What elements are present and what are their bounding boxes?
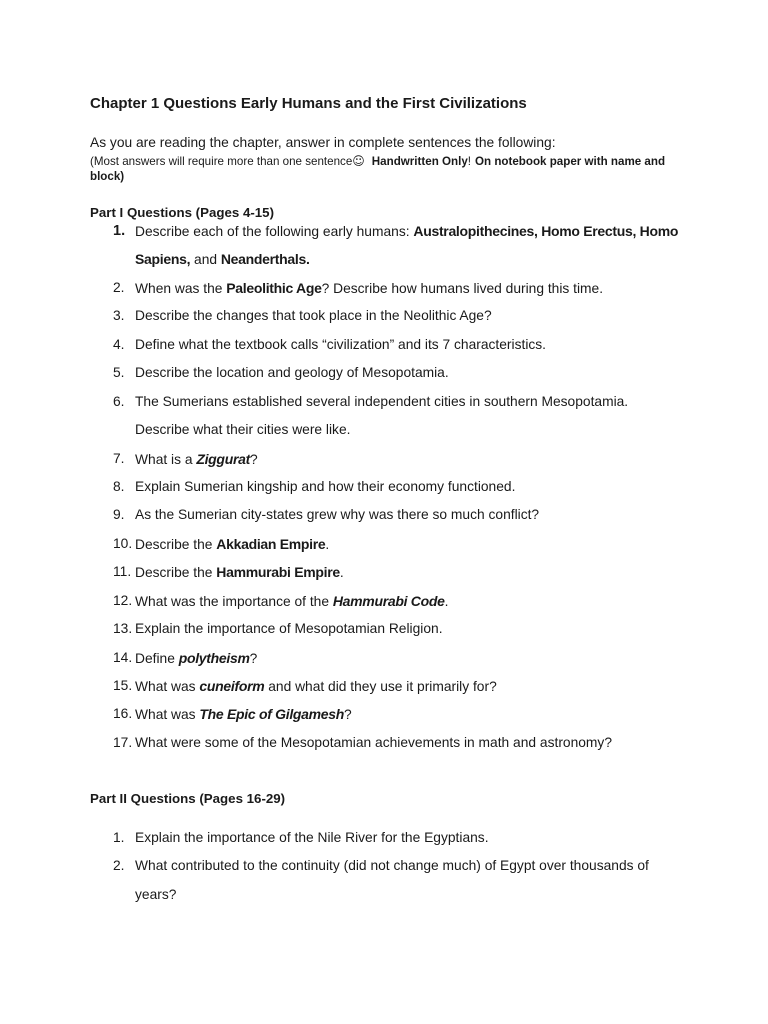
part2-question-list — [0, 824, 768, 909]
question-line — [135, 217, 768, 245]
question-number: 7. — [113, 450, 125, 466]
instructions-text: As you are reading the chapter, answer in complete sentences the following: — [90, 135, 556, 150]
question-line — [135, 388, 768, 416]
note-emphasis: On notebook paper with name and — [475, 155, 666, 168]
question-text: Define — [135, 650, 179, 666]
question-item — [0, 644, 768, 672]
question-text: . — [325, 536, 330, 552]
smiley-icon: ☺ — [352, 154, 365, 168]
question-item — [0, 852, 768, 909]
question-text: ? — [249, 451, 258, 467]
question-number: 4. — [113, 336, 125, 352]
question-text: Describe the — [135, 565, 217, 581]
question-line — [135, 274, 768, 302]
question-line — [135, 445, 768, 473]
question-text: Describe each of the following early humans: — [135, 224, 414, 239]
question-line — [135, 672, 768, 700]
question-number: 12. — [113, 592, 133, 608]
question-line — [135, 700, 768, 728]
question-item — [0, 302, 768, 330]
question-line — [135, 587, 768, 615]
question-number: 10. — [113, 535, 133, 551]
question-item — [0, 672, 768, 700]
question-item — [0, 615, 768, 643]
question-item — [0, 445, 768, 473]
question-text: years? — [135, 886, 177, 902]
question-item — [0, 530, 768, 558]
question-text: . — [339, 565, 344, 581]
question-text: and what did they use it primarily for? — [264, 679, 497, 694]
question-number: 15. — [113, 678, 133, 693]
question-text: Describe the changes that took place in the Neolithic Age? — [135, 308, 492, 324]
question-item — [0, 729, 768, 757]
question-line — [135, 473, 768, 501]
question-text: What were some of the Mesopotamian achievements in math and astronomy? — [135, 734, 612, 750]
key-term: Paleolithic Age — [226, 279, 322, 296]
question-item — [0, 274, 768, 302]
question-text: Describe what their cities were like. — [135, 422, 351, 438]
question-number: 2. — [113, 858, 125, 874]
question-line — [135, 644, 768, 672]
question-item — [0, 824, 768, 852]
question-text: Describe the location and geology of Mesopotamia. — [135, 365, 449, 381]
question-number: 13. — [113, 621, 133, 637]
part1-heading: Part I Questions (Pages 4-15) — [90, 205, 275, 220]
question-text: What was — [135, 679, 200, 694]
question-text: What is a — [135, 451, 197, 467]
question-line — [135, 501, 768, 529]
key-term: The Epic of Gilgamesh — [199, 706, 345, 723]
question-line — [135, 302, 768, 330]
question-number: 1. — [113, 223, 126, 239]
question-number: 3. — [113, 308, 125, 324]
question-number: 6. — [113, 393, 125, 409]
question-line — [135, 824, 768, 852]
question-item — [0, 217, 768, 274]
key-term: Sapiens, — [135, 251, 191, 268]
question-text: ? — [344, 707, 352, 723]
question-text: The Sumerians established several independent cities in southern Mesopotamia. — [135, 393, 629, 409]
key-term: Australopithecines, Homo Erectus, Homo — [413, 223, 679, 239]
key-term: Ziggurat — [196, 450, 250, 467]
question-item — [0, 473, 768, 501]
question-text: ? Describe how humans lived during this time. — [321, 280, 604, 296]
key-term: Akkadian Empire — [216, 535, 326, 552]
question-item — [0, 587, 768, 615]
question-line — [135, 245, 768, 273]
key-term: Hammurabi Code — [332, 592, 445, 609]
question-item — [0, 558, 768, 586]
question-text: What contributed to the continuity (did not change much) of Egypt over thousands of — [135, 858, 649, 874]
question-text: Define what the textbook calls “civilization” and its 7 characteristics. — [135, 336, 547, 352]
instructions-note — [90, 153, 665, 185]
question-number: 9. — [113, 507, 125, 523]
note-text: (Most answers will require more than one sentence — [90, 155, 353, 168]
question-number: 14. — [113, 649, 133, 665]
question-number: 1. — [113, 830, 125, 845]
document-title: Chapter 1 Questions Early Humans and the First Civilizations — [90, 95, 527, 112]
question-item — [0, 700, 768, 728]
note-line — [90, 153, 665, 169]
part2-heading: Part II Questions (Pages 16-29) — [90, 791, 286, 806]
key-term: cuneiform — [199, 678, 265, 694]
question-number: 17. — [113, 734, 133, 750]
question-text: What was — [135, 707, 200, 723]
question-item — [0, 501, 768, 529]
question-line — [135, 359, 768, 387]
question-text: Explain Sumerian kingship and how their economy functioned. — [135, 478, 516, 494]
question-number: 5. — [113, 365, 125, 381]
key-term: Neanderthals. — [220, 251, 310, 268]
question-number: 16. — [113, 706, 133, 722]
note-emphasis: Handwritten Only — [371, 155, 468, 168]
part1-question-list — [0, 217, 768, 757]
question-number: 11. — [113, 564, 132, 580]
key-term: polytheism — [178, 649, 250, 666]
question-line — [135, 416, 768, 444]
question-text: . — [444, 593, 449, 609]
question-item — [0, 331, 768, 359]
question-line — [135, 530, 768, 558]
question-text: Explain the importance of the Nile River for the Egyptians. — [135, 830, 489, 845]
question-item — [0, 388, 768, 445]
question-line — [135, 558, 768, 586]
question-line — [135, 615, 768, 643]
question-line — [135, 852, 768, 880]
question-line — [135, 881, 768, 909]
question-line — [135, 331, 768, 359]
question-text: Describe the — [135, 536, 217, 552]
question-number: 2. — [113, 279, 125, 295]
question-text: Explain the importance of Mesopotamian Religion. — [135, 621, 443, 637]
question-text: As the Sumerian city-states grew why was there so much conflict? — [135, 507, 540, 523]
question-item — [0, 359, 768, 387]
question-text: and — [190, 252, 221, 268]
question-number: 8. — [113, 478, 125, 494]
note-text: ! — [467, 155, 472, 168]
question-line — [135, 729, 768, 757]
note-emphasis: block) — [90, 170, 125, 183]
key-term: Hammurabi Empire — [216, 564, 340, 581]
note-line — [90, 169, 665, 185]
question-text: When was the — [135, 280, 227, 296]
question-text: ? — [249, 650, 258, 666]
question-text: What was the importance of the — [135, 593, 333, 609]
